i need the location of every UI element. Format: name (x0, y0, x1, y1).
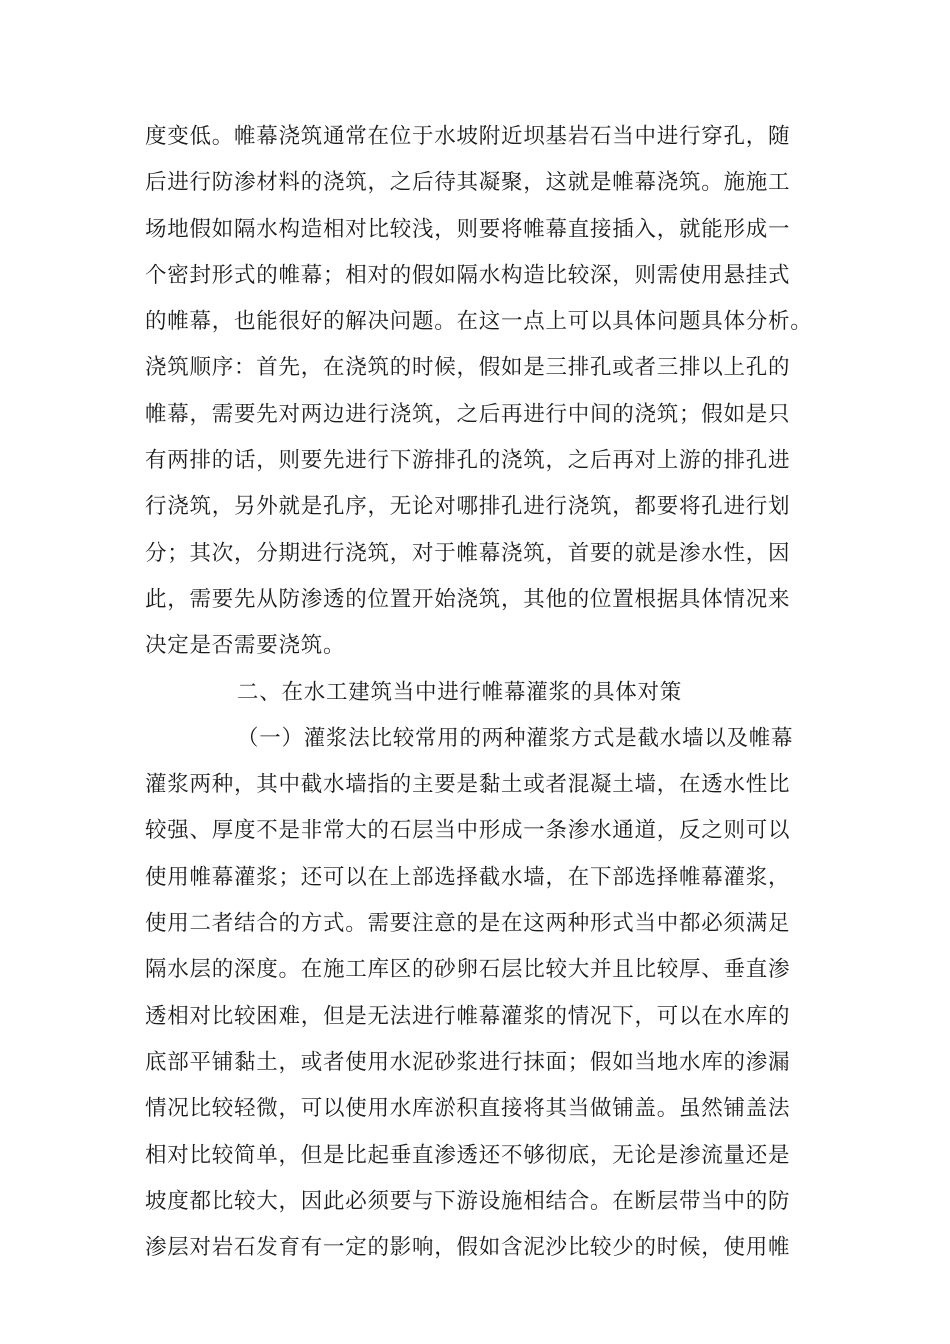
body-text (145, 114, 835, 1271)
text-line: 使用帷幕灌浆；还可以在上部选择截水墙，在下部选择帷幕灌浆， (145, 864, 791, 890)
text-line: 较强、厚度不是非常大的石层当中形成一条渗水通道，反之则可以 (145, 818, 791, 844)
section-heading: 二、在水工建筑当中进行帷幕灌浆的具体对策 (237, 679, 683, 705)
text-line: 灌浆两种，其中截水墙指的主要是黏土或者混凝土墙，在透水性比 (145, 772, 791, 798)
text-line: 使用二者结合的方式。需要注意的是在这两种形式当中都必须满足 (145, 911, 791, 937)
text-line: 度变低。帷幕浇筑通常在位于水坡附近坝基岩石当中进行穿孔，随 (145, 124, 791, 149)
text-line: 有两排的话，则要先进行下游排孔的浇筑，之后再对上游的排孔进 (145, 448, 791, 474)
text-line: 行浇筑，另外就是孔序，无论对哪排孔进行浇筑，都要将孔进行划 (145, 494, 791, 520)
text-line: 此，需要先从防渗透的位置开始浇筑，其他的位置根据具体情况来 (145, 586, 791, 612)
text-line: 的帷幕，也能很好的解决问题。在这一点上可以具体问题具体分析。 (145, 309, 813, 335)
text-line: 情况比较轻微，可以使用水库淤积直接将其当做铺盖。虽然铺盖法 (145, 1096, 791, 1122)
paragraph-first-line: （一）灌浆法比较常用的两种灌浆方式是截水墙以及帷幕 (237, 725, 794, 751)
text-line: 底部平铺黏土，或者使用水泥砂浆进行抹面；假如当地水库的渗漏 (145, 1049, 791, 1075)
text-line: 分；其次，分期进行浇筑，对于帷幕浇筑，首要的就是渗水性，因 (145, 540, 791, 566)
text-line: 帷幕，需要先对两边进行浇筑，之后再进行中间的浇筑；假如是只 (145, 401, 791, 427)
text-line: 决定是否需要浇筑。 (145, 633, 346, 659)
text-line: 透相对比较困难，但是无法进行帷幕灌浆的情况下，可以在水库的 (145, 1003, 791, 1029)
text-line: 坡度都比较大，因此必须要与下游设施相结合。在断层带当中的防 (145, 1188, 791, 1214)
text-line: 个密封形式的帷幕；相对的假如隔水构造比较深，则需使用悬挂式 (145, 262, 791, 288)
text-line: 后进行防渗材料的浇筑，之后待其凝聚，这就是帷幕浇筑。施施工 (145, 170, 791, 196)
text-line: 渗层对岩石发育有一定的影响，假如含泥沙比较少的时候，使用帷 (145, 1235, 791, 1261)
text-line: 隔水层的深度。在施工库区的砂卵石层比较大并且比较厚、垂直渗 (145, 957, 791, 983)
text-line: 浇筑顺序：首先，在浇筑的时候，假如是三排孔或者三排以上孔的 (145, 355, 791, 381)
text-line: 场地假如隔水构造相对比较浅，则要将帷幕直接插入，就能形成一 (145, 216, 791, 242)
text-line: 相对比较简单，但是比起垂直渗透还不够彻底，无论是渗流量还是 (145, 1142, 791, 1168)
